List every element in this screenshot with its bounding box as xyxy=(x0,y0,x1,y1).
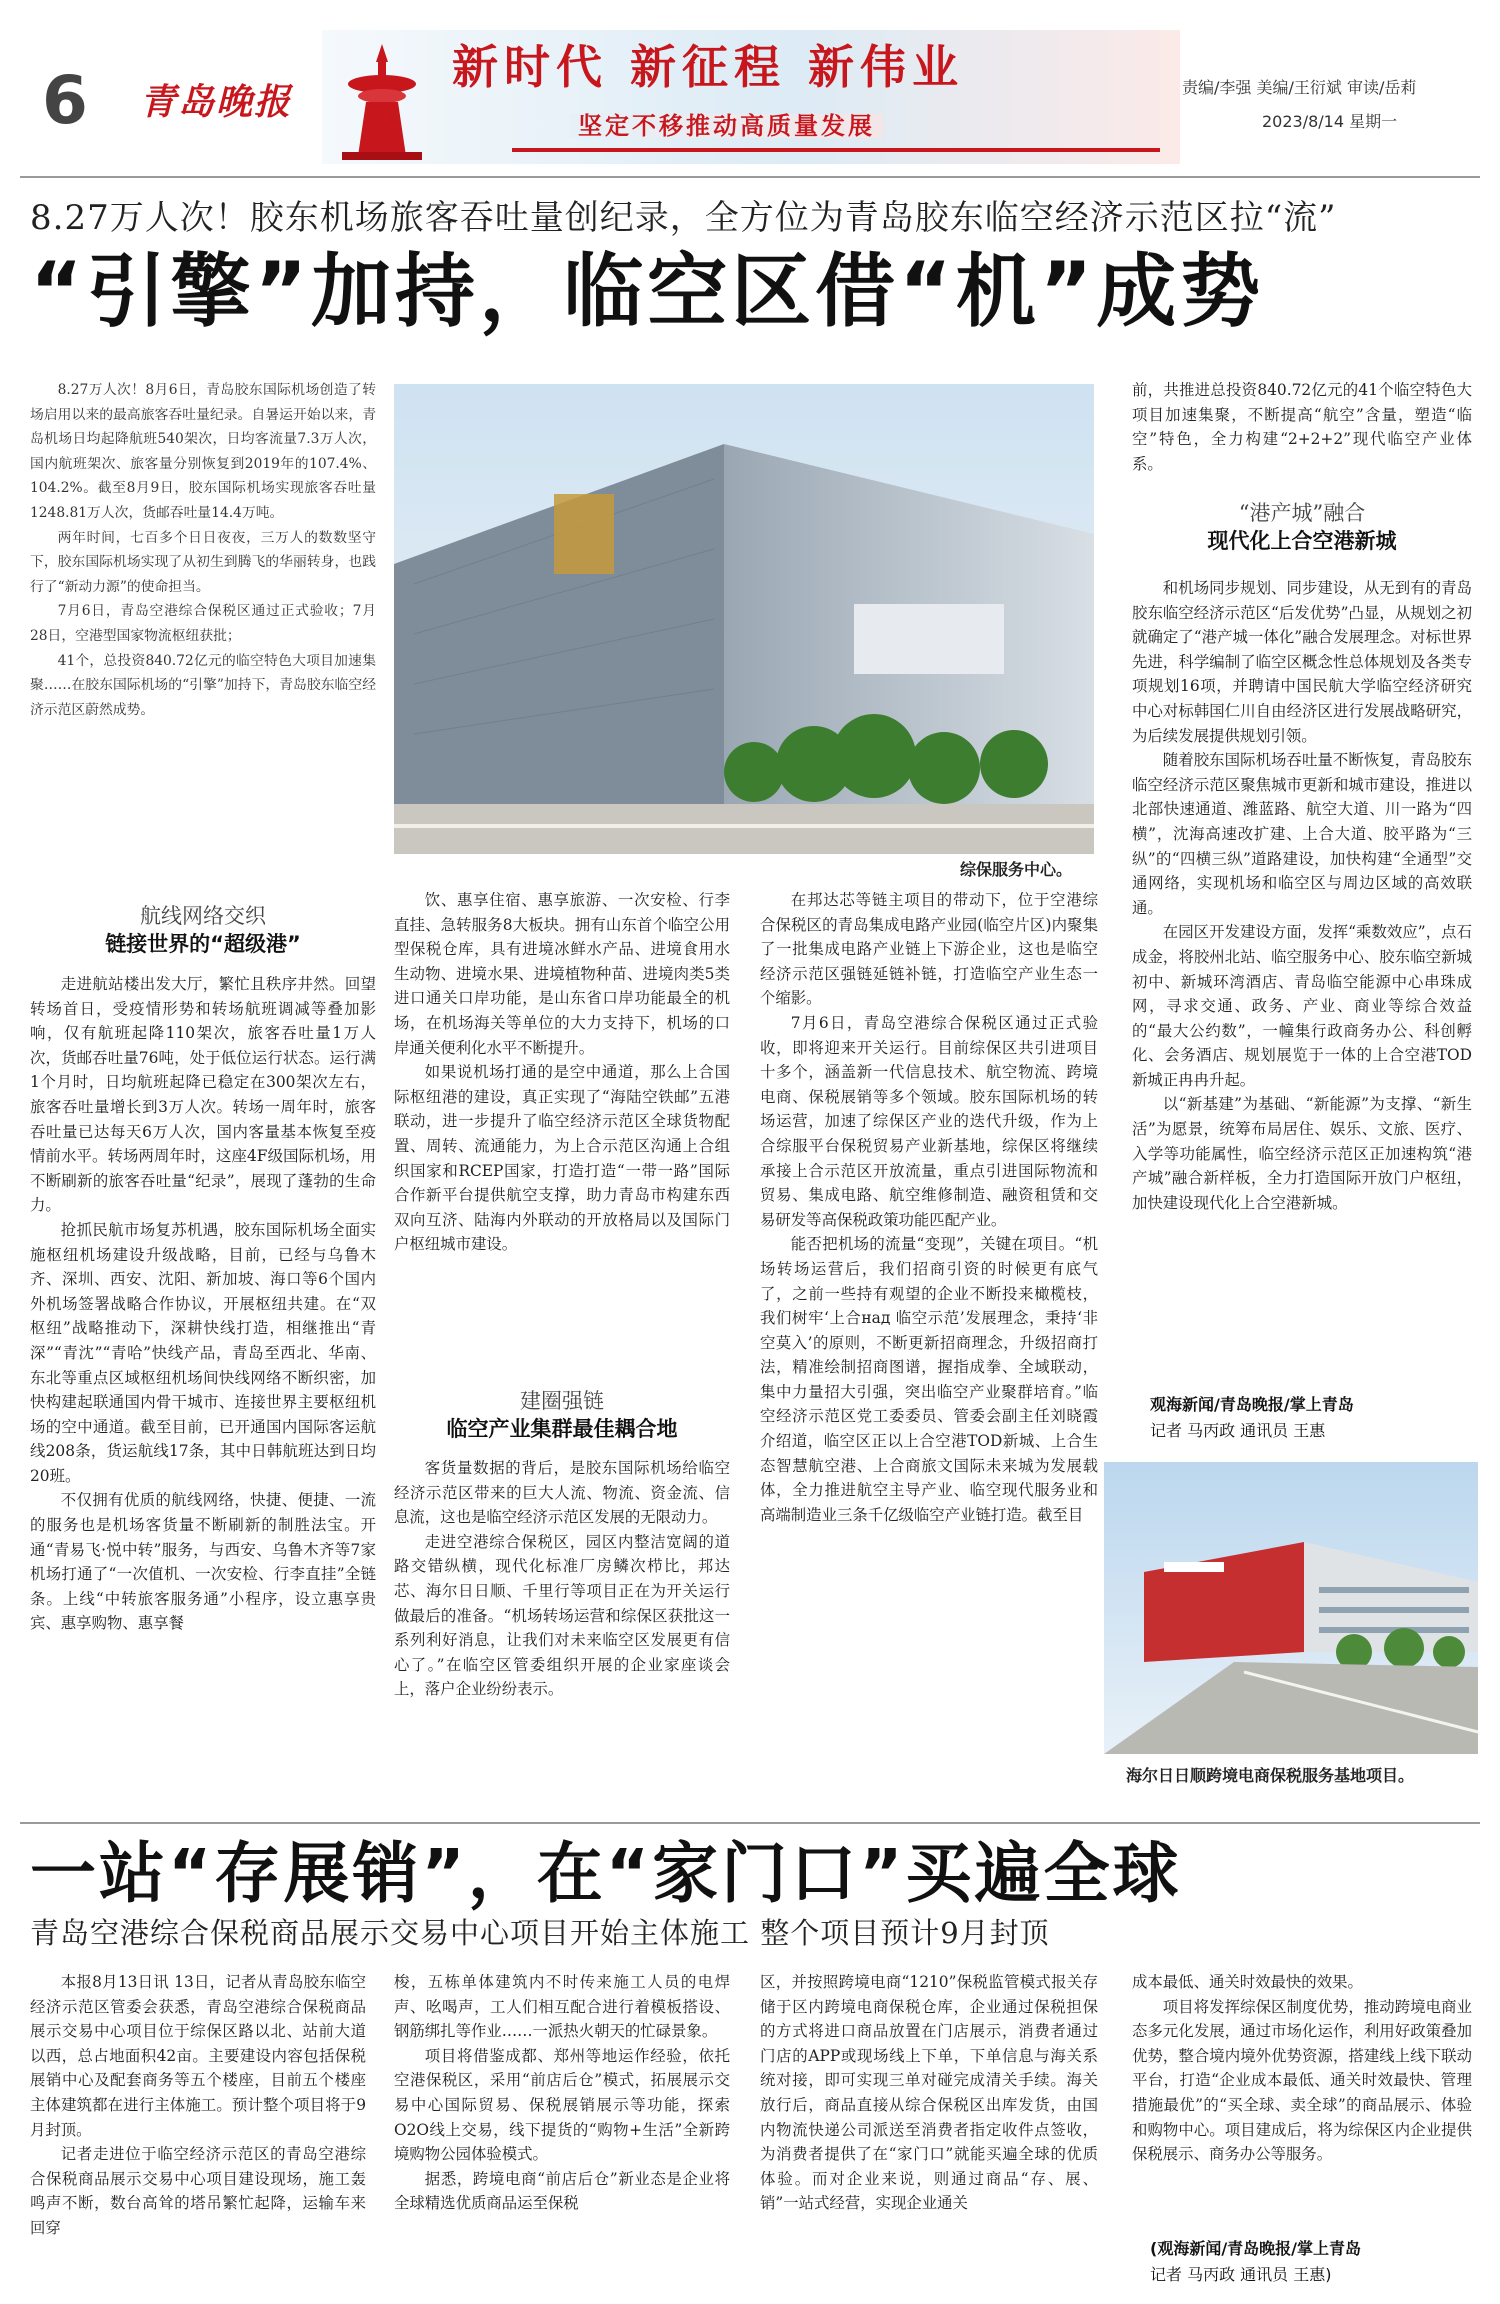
byline-source: (观海新闻/青岛晚报/掌上青岛 xyxy=(1150,2239,1362,2258)
article2-byline xyxy=(1150,2236,1480,2288)
article1-lead xyxy=(30,378,376,886)
article1-col1 xyxy=(30,972,376,1798)
section-heading-city xyxy=(1132,500,1472,557)
byline-reporter: 记者 马丙政 通讯员 王惠) xyxy=(1150,2265,1332,2284)
section-title: “港产城”融合 xyxy=(1238,501,1366,525)
masthead-logo: 青岛晚报 xyxy=(140,81,293,123)
body-paragraph: 能否把机场的流量“变现”，关键在项目。“机场转场运营后，我们招商引资的时候更有底气了，之前一些持有观望的企业不断投来橄榄枝，我们树牢‘上合над 临空示范’发展理念，秉持‘非空莫入’的原则，不断更新招商理念，升级招商打法，精准绘制招商图谱，握指成拳、全域联动，集中力量招大引强，突出临空产业聚群培育。”临空经济示范区党工委委员、管委会副主任刘晓霞介绍道，临空区正以上合空港TOD新城、上合生态智慧航空港、上合商旅文国际未来城为发展载体，全力推进航空主导产业、临空现代服务业和高端制造业三条千亿级临空产业链打造。截至目 xyxy=(760,1235,1098,1524)
body-paragraph: 本报8月13日讯 13日，记者从青岛胶东临空经济示范区管委会获悉，青岛空港综合保税商品展示交易中心项目位于综保区路以北、站前大道以西，总占地面积42亩。主要建设内容包括保税展销中心及配套商务等五个楼座，目前五个楼座主体建筑都在进行主体施工。预计整个项目将于9月封顶。 xyxy=(30,1973,366,2139)
article1-headline: “引擎”加持，临空区借“机”成势 xyxy=(30,245,1265,338)
article2-col1 xyxy=(30,1970,366,2288)
lead-paragraph: 41个，总投资840.72亿元的临空特色大项目加速集聚……在胶东国际机场的“引擎”加持下，青岛胶东临空经济示范区蔚然成势。 xyxy=(30,652,376,718)
red-rule xyxy=(512,148,1160,152)
article2-col4 xyxy=(1132,1970,1472,2234)
body-paragraph: 随着胶东国际机场吞吐量不断恢复，青岛胶东临空经济示范区聚焦城市更新和城市建设，推进以北部快速通道、潍蓝路、航空大道、川一路为“四横”，沈海高速改扩建、上合大道、胶平路为“三纵”的“四横三纵”道路建设，加快构建“全通型”交通网络，实现机场和临空区与周边区域的高效联通。 xyxy=(1132,751,1472,917)
body-paragraph: 7月6日，青岛空港综合保税区通过正式验收，即将迎来开关运行。目前综保区共引进项目十多个，涵盖新一代信息技术、航空物流、跨境电商、保税展销等多个领域。胶东国际机场的转场运营，加速了综保区产业的迭代升级，作为上合综服平台保税贸易产业新基地，综保区将继续承接上合示范区开放流量，重点引进国际物流和贸易、集成电路、航空维修制造、融资租赁和交易研发等高保税政策功能匹配产业。 xyxy=(760,1013,1098,1229)
body-paragraph: 走进空港综合保税区，园区内整洁宽阔的道路交错纵横，现代化标准厂房鳞次栉比，邦达芯、海尔日日顺、千里行等项目正在为开关运行做最后的准备。“机场转场运营和综保区获批这一系列利好消息，让我们对未来临空区发展更有信心了。”在临空区管委组织开展的企业家座谈会上，落户企业纷纷表示。 xyxy=(394,1532,730,1699)
body-paragraph: 走进航站楼出发大厅，繁忙且秩序井然。回望转场首日，受疫情形势和转场航班调减等叠加影响，仅有航班起降110架次，旅客吞吐量1万人次，货邮吞吐量76吨，处于低位运行状态。运行满1个月时，日均航班起降已稳定在300架次左右，旅客吞吐量增长到3万人次。转场一周年时，旅客吞吐量已达每天6万人次，国内客量基本恢复至疫情前水平。转场两周年时，这座4F级国际机场，用不断刷新的旅客吞吐量“纪录”，展现了蓬勃的生命力。 xyxy=(30,975,376,1215)
section-subtitle: 临空产业集群最佳耦合地 xyxy=(446,1417,678,1442)
article1-col3 xyxy=(760,888,1098,1798)
banner-slogan: 新时代 新征程 新伟业 xyxy=(452,40,965,94)
article1-col4 xyxy=(1132,378,1472,473)
section-heading-routes xyxy=(30,903,376,960)
byline-reporter: 记者 马丙政 通讯员 王惠 xyxy=(1150,1421,1326,1440)
header-divider xyxy=(20,176,1480,178)
body-paragraph: 据悉，跨境电商“前店后仓”新业态是企业将全球精选优质商品运至保税 xyxy=(394,2169,730,2213)
body-paragraph: 以“新基建”为基础、“新能源”为支撑、“新生活”为愿景，统筹布局居住、娱乐、文旅、医疗、入学等功能属性，临空经济示范区正加速构筑“港产城”融合新样板，全力打造国际开放门户枢纽，加快建设现代化上合空港新城。 xyxy=(1132,1095,1472,1212)
article1-col2a xyxy=(394,888,730,1360)
body-paragraph: 和机场同步规划、同步建设，从无到有的青岛胶东临空经济示范区“后发优势”凸显，从规划之初就确定了“港产城一体化”融合发展理念。对标世界先进，科学编制了临空区概念性总体规划及各类专项规划16项，并聘请中国民航大学临空经济研究中心对标韩国仁川自由经济区进行发展战略研究，为后续发展提供规划引领。 xyxy=(1132,579,1472,745)
body-paragraph: 客货量数据的背后，是胶东国际机场给临空经济示范区带来的巨大人流、物流、资金流、信息流，这也是临空经济示范区发展的无限动力。 xyxy=(394,1459,730,1527)
body-paragraph: 梭，五栋单体建筑内不时传来施工人员的电焊声、吆喝声，工人们相互配合进行着模板搭设、钢筋绑扎等作业……一派热火朝天的忙碌景象。 xyxy=(394,1973,730,2041)
page-number: 6 xyxy=(42,62,88,139)
article1-byline xyxy=(1150,1392,1480,1444)
body-paragraph: 如果说机场打通的是空中通道，那么上合国际枢纽港的建设，真正实现了“海陆空铁邮”五港联动，进一步提升了临空经济示范区全球货物配置、周转、流通能力，为上合示范区沟通上合组织国家和RCEP国家，打造打造“一带一路”国际合作新平台提供航空支撑，助力青岛市构建东西双向互济、陆海内外联动的开放格局以及国际门户枢纽城市建设。 xyxy=(394,1063,730,1254)
lead-paragraph: 8.27万人次！8月6日，青岛胶东国际机场创造了转场启用以来的最高旅客吞吐量纪录。自暑运开始以来，青岛机场日均起降航班540架次，日均客流量7.3万人次，国内航班架次、旅客量分别恢复到2019年的107.4%、104.2%。截至8月9日，胶东国际机场实现旅客吞吐量1248.81万人次，货邮吞吐量14.4万吨。 xyxy=(30,382,376,521)
body-paragraph: 饮、惠享住宿、惠享旅游、一次安检、行李直挂、急转服务8大板块。拥有山东首个临空公用型保税仓库，具有进境冰鲜水产品、进境食用水生动物、进境水果、进境植物种苗、进境肉类5类进口通关口岸功能，是山东省口岸功能最全的机场，在机场海关等单位的大力支持下，机场的口岸通关便利化水平不断提升。 xyxy=(394,891,730,1057)
article2-deck: 青岛空港综合保税商品展示交易中心项目开始主体施工 整个项目预计9月封顶 xyxy=(30,1916,1050,1950)
photo2-caption: 海尔日日顺跨境电商保税服务基地项目。 xyxy=(1126,1766,1415,1785)
section-title: 航线网络交织 xyxy=(140,904,266,928)
issue-date: 2023/8/14 星期一 xyxy=(1262,112,1398,131)
editor-credits: 责编/李强 美编/王衍斌 审读/岳莉 xyxy=(1182,78,1417,97)
body-paragraph: 项目将发挥综保区制度优势，推动跨境电商业态多元化发展，通过市场化运作，利用好政策叠加优势，整合境内境外优势资源，搭建线上线下联动平台，打造“企业成本最低、通关时效最快、管理措施最优”的“买全球、卖全球”的商品展示、体验和购物中心。项目建成后，将为综保区内企业提供保税展示、商务办公等服务。 xyxy=(1132,1997,1472,2164)
body-paragraph: 项目将借鉴成都、郑州等地运作经验，依托空港保税区，采用“前店后仓”模式，拓展展示交易中心国际贸易、保税展销展示等功能，探索O2O线上交易，线下提货的“购物+生活”全新跨境购物公园体验模式。 xyxy=(394,2046,730,2164)
article2-col2 xyxy=(394,1970,730,2288)
photo-haier-logistics-base xyxy=(1104,1462,1478,1754)
body-paragraph: 前，共推进总投资840.72亿元的41个临空特色大项目加速集聚，不断提高“航空”含量，塑造“临空”特色，全力构建“2+2+2”现代临空产业体系。 xyxy=(1132,381,1472,473)
section-title: 建圈强链 xyxy=(520,1389,604,1413)
body-paragraph: 成本最低、通关时效最快的效果。 xyxy=(1132,1973,1363,1991)
section-subtitle: 链接世界的“超级港” xyxy=(105,932,301,957)
body-paragraph: 在邦达芯等链主项目的带动下，位于空港综合保税区的青岛集成电路产业园(临空片区)内聚集了一批集成电路产业链上下游企业，这也是临空经济示范区强链延链补链，打造临空产业生态一个缩影。 xyxy=(760,891,1098,1008)
section-heading-industry xyxy=(394,1388,730,1445)
body-paragraph: 在园区开发建设方面，发挥“乘数效应”，点石成金，将胶州北站、临空服务中心、胶东临空新城初中、新城环湾酒店、青岛临空能源中心串珠成网，寻求交通、政务、产业、商业等综合效益的“最大公约数”，一幢集行政商务办公、科创孵化、会务酒店、规划展览于一体的上合空港TOD新城正冉冉升起。 xyxy=(1132,923,1472,1089)
body-paragraph: 不仅拥有优质的航线网络，快捷、便捷、一流的服务也是机场客货量不断刷新的制胜法宝。开通“青易飞·悦中转”服务，与西安、乌鲁木齐等7家机场打通了“一次值机、一次安检、行李直挂”全链条。上线“中转旅客服务通”小程序，设立惠享贵宾、惠享购物、惠享餐 xyxy=(30,1491,376,1633)
lead-paragraph: 两年时间，七百多个日日夜夜，三万人的数数坚守下，胶东国际机场实现了从初生到腾飞的华丽转身，也践行了“新动力源”的使命担当。 xyxy=(30,529,376,595)
article-divider xyxy=(20,1822,1480,1824)
section-subtitle: 现代化上合空港新城 xyxy=(1207,529,1397,554)
photo1-caption: 综保服务中心。 xyxy=(960,860,1073,879)
body-paragraph: 抢抓民航市场复苏机遇，胶东国际机场全面实施枢纽机场建设升级战略，目前，已经与乌鲁木齐、深圳、西安、沈阳、新加坡、海口等6个国内外机场签署战略合作协议，开展枢纽共建。在“双枢纽”战略推动下，深耕快线打造，相继推出“青深”“青沈”“青哈”快线产品，青岛至西北、华南、东北等重点区域枢纽机场间快线网络不断织密，加快构建起联通国内骨干城市、连接世界主要枢纽机场的空中通道。截至目前，已开通国内国际客运航线208条，货运航线17条，其中日韩航班达到日均20班。 xyxy=(30,1220,376,1485)
lead-paragraph: 7月6日，青岛空港综合保税区通过正式验收；7月28日，空港型国家物流枢纽获批； xyxy=(30,603,376,644)
body-paragraph: 记者走进位于临空经济示范区的青岛空港综合保税商品展示交易中心项目建设现场，施工轰鸣声不断，数台高耸的塔吊繁忙起降，运输车来回穿 xyxy=(30,2145,366,2237)
article2-col3 xyxy=(760,1970,1098,2288)
article1-kicker: 8.27万人次！胶东机场旅客吞吐量创纪录，全方位为青岛胶东临空经济示范区拉“流” xyxy=(30,198,1337,238)
article1-col2b xyxy=(394,1456,730,1796)
byline-source: 观海新闻/青岛晚报/掌上青岛 xyxy=(1150,1395,1354,1414)
banner-subslogan: 坚定不移推动高质量发展 xyxy=(570,114,883,138)
article1-col4b xyxy=(1132,576,1472,1388)
tower-icon xyxy=(322,40,442,164)
article2-headline: 一站“存展销”，在“家门口”买遍全球 xyxy=(30,1835,1182,1912)
banner xyxy=(322,30,1180,164)
photo-bonded-service-center xyxy=(394,384,1094,854)
body-paragraph: 区，并按照跨境电商“1210”保税监管模式报关存储于区内跨境电商保税仓库，企业通过保税担保的方式将进口商品放置在门店展示，消费者通过门店的APP或现场线上下单，下单信息与海关系统对接，即可实现三单对碰完成清关手续。海关放行后，商品直接从综合保税区出库发货，由国内物流快递公司派送至消费者指定收件点签收，为消费者提供了在“家门口”就能买遍全球的优质体验。而对企业来说，则通过商品“存、展、销”一站式经营，实现企业通关 xyxy=(760,1973,1098,2213)
